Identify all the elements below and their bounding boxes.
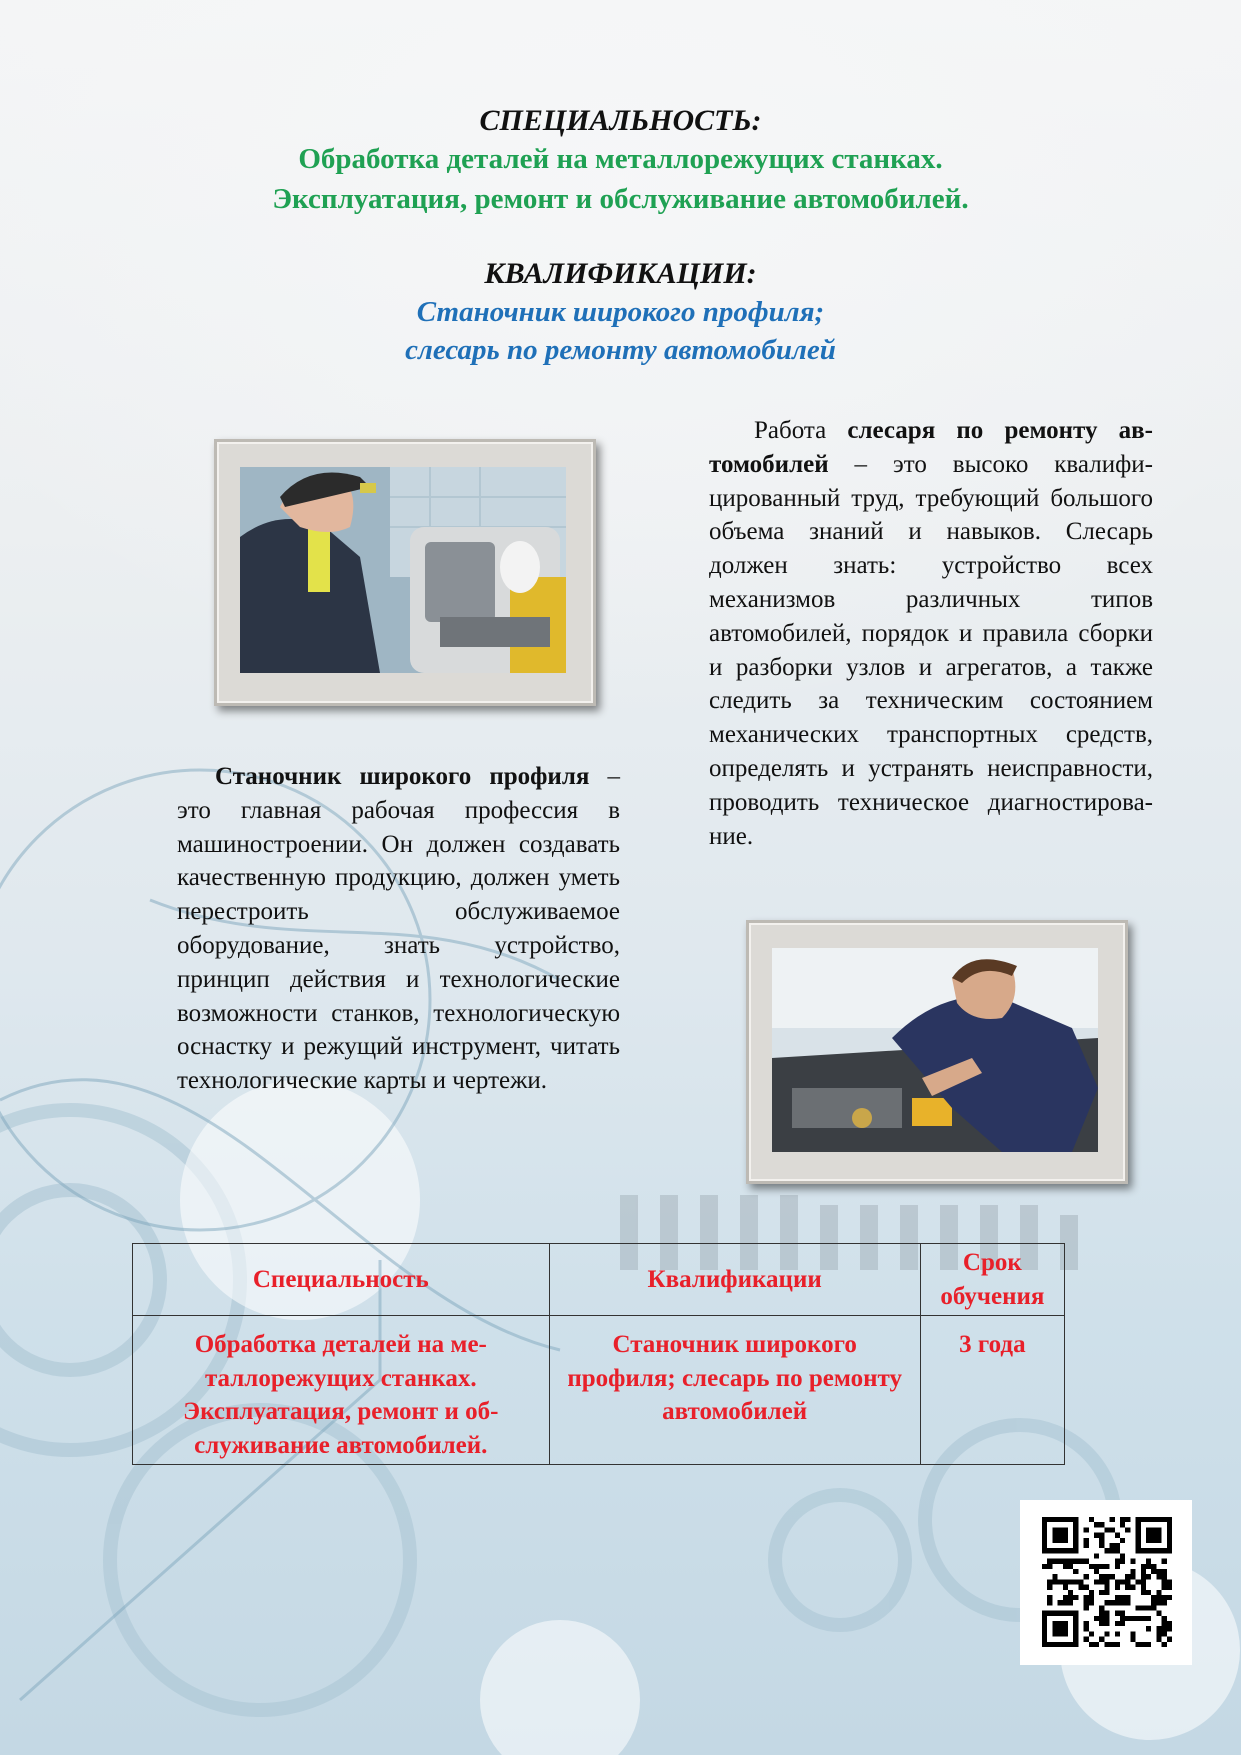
mechanic-description (709, 414, 1153, 853)
qualification-line-2: слесарь по ремонту автомобилей (405, 334, 836, 366)
summary-table (132, 1243, 1065, 1465)
machinist-bold-term: Станочник широкого профиля (215, 763, 590, 790)
machinist-description (177, 760, 620, 1098)
qualifications-title: КВАЛИФИКАЦИИ: (484, 257, 757, 290)
specialty-title: СПЕЦИАЛЬНОСТЬ: (479, 104, 762, 137)
mechanic-bold-term: слесаря по ремонту автомобилей (709, 417, 1153, 478)
lathe-worker-image (240, 467, 566, 673)
header-specialty: Специальность (133, 1244, 550, 1316)
mechanic-body-text: – это высоко квалифицированный труд, требующий большого объема знаний и навыков. Слесарь должен знать: устройство всех механизмов различных типов автомобилей, порядок и правила сборки и разборки узлов и агрегатов, а также следить за техническим состоянием механических транспортных средств, определять и устранять неисправности, проводить техническое диагностирование. (709, 450, 1153, 850)
machinist-photo (214, 439, 596, 706)
qr-code-image (1042, 1517, 1172, 1647)
table-header-row (133, 1244, 1065, 1316)
specialty-line-1: Обработка деталей на металлорежущих станках. (298, 143, 943, 175)
car-mechanic-image (772, 948, 1098, 1152)
mechanic-lead-text: Работа (754, 417, 848, 444)
qualification-line-1: Станочник широкого профиля; (416, 296, 825, 328)
header-qualifications: Квалификации (549, 1244, 920, 1316)
specialty-line-2: Эксплуатация, ремонт и обслуживание автомобилей. (272, 183, 969, 215)
cell-qualifications: Станочник широкого профиля; слесарь по ремонту автомобилей (549, 1316, 920, 1465)
cell-duration: 3 года (920, 1316, 1064, 1465)
header-duration: Срок обучения (920, 1244, 1064, 1316)
machinist-body-text: – это главная рабочая профессия в машиностроении. Он должен создавать качественную продукцию, должен уметь перестроить обслуживаемое оборудование, знать устройство, принцип действия и технологические возможности станков, технологическую оснастку и режущий инструмент, читать технологические карты и чертежи. (177, 763, 620, 1095)
qr-code[interactable] (1020, 1500, 1192, 1665)
table-row (133, 1316, 1065, 1465)
cell-specialty: Обработка деталей на металлорежущих станках. Эксплуатация, ремонт и обслуживание автомобилей. (133, 1316, 550, 1465)
mechanic-photo (746, 920, 1128, 1184)
